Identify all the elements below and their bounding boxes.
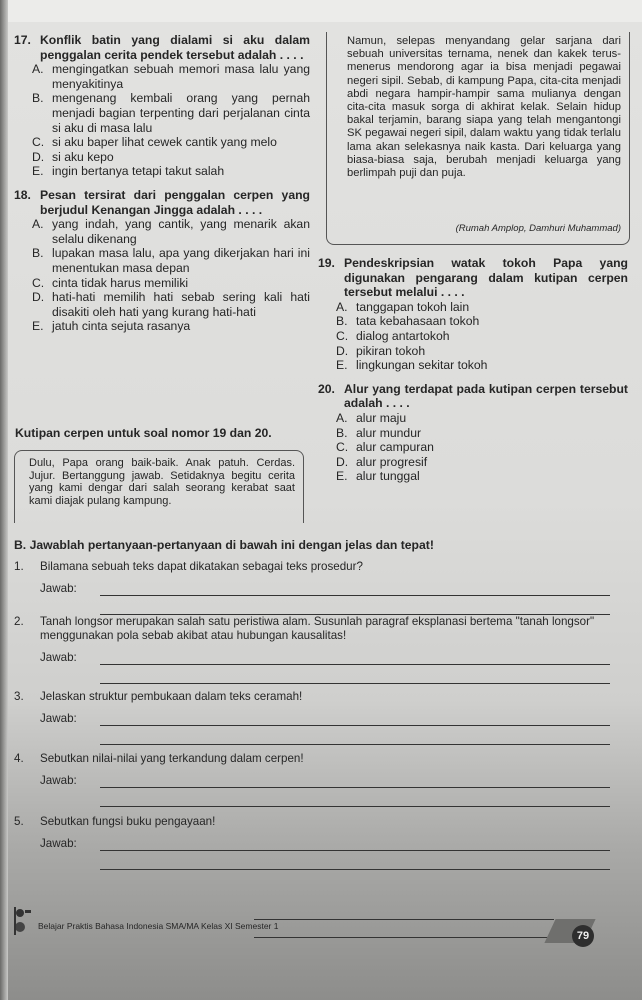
book-spine-shadow	[0, 0, 8, 1000]
answer-option[interactable]	[14, 246, 310, 275]
answer-line-1[interactable]	[100, 838, 610, 851]
section-b-heading: B. Jawablah pertanyaan-pertanyaan di bawah ini dengan jelas dan tepat!	[14, 538, 434, 552]
question-number: 20.	[318, 381, 335, 396]
question-text: Bilamana sebuah teks dapat dikatakan sebagai teks prosedur?	[40, 560, 363, 573]
option-text: alur mundur	[356, 425, 422, 440]
answer-line-2[interactable]	[100, 726, 610, 745]
option-text: mengenang kembali orang yang pernah menjadi bagian terpenting dari perjalanan cinta si aku di masa lalu	[52, 91, 310, 135]
page-footer	[14, 915, 614, 945]
answer-line-2[interactable]	[100, 596, 610, 615]
answer-field	[40, 774, 610, 788]
option-text: alur campuran	[356, 440, 434, 455]
question-row	[14, 615, 610, 643]
question	[14, 188, 310, 334]
answer-option[interactable]	[318, 344, 628, 359]
option-text: dialog antartokoh	[356, 328, 450, 343]
question-text: Konflik batin yang dialami si aku dalam penggalan cerita pendek tersebut adalah . . . .	[40, 33, 310, 62]
option-letter: A.	[336, 410, 348, 425]
question-number: 5.	[14, 815, 24, 828]
answer-option[interactable]	[318, 358, 628, 373]
answer-option[interactable]	[318, 411, 628, 426]
question	[14, 33, 310, 179]
option-letter: E.	[32, 319, 44, 334]
option-letter: C.	[336, 328, 349, 343]
excerpt-text: Namun, selepas menyandang gelar sarjana dari sebuah universitas ternama, nenek dan kakek terus-menerus mendorong agar ia bisa menjadi pegawai negeri sipil. Sebab, di kampung Papa, cita-cita menjadi abdi negara hampir-hampir sama mulianya dengan cita-cita masuk sorga di akhirat kelak. Selain hidup bakal terjamin, barang siapa yang telah mengantongi SK pegawai negeri sipil, dalam waktu yang tidak terlalu lama akan selekasnya naik kasta. Dari keluarga yang biasa-biasa saja, berubah menjadi keluarga yang berlimpah puji dan puja.	[347, 35, 621, 180]
question-stem	[318, 256, 628, 300]
option-text: alur maju	[356, 410, 407, 425]
answer-option[interactable]	[14, 217, 310, 246]
answer-option[interactable]	[14, 290, 310, 319]
option-letter: E.	[32, 164, 44, 179]
option-text: tanggapan tokoh lain	[356, 299, 470, 314]
question-row	[14, 690, 610, 704]
option-letter: C.	[32, 275, 45, 290]
excerpt-text: Dulu, Papa orang baik-baik. Anak patuh. Cerdas. Jujur. Bertanggung jawab. Setidaknya begitu cerita yang kami dengar dari salah seorang kerabat saat kami diajak pulang kampung.	[29, 457, 295, 507]
answer-label: Jawab:	[40, 837, 77, 850]
answer-line-1[interactable]	[100, 713, 610, 726]
excerpt-box-right	[326, 32, 630, 245]
question-number: 1.	[14, 560, 24, 573]
option-letter: D.	[32, 149, 45, 164]
answer-field	[40, 582, 610, 596]
answer-field	[40, 837, 610, 851]
essay-question	[14, 815, 610, 870]
question	[318, 382, 628, 484]
option-letter: C.	[32, 135, 45, 150]
essay-question	[14, 560, 610, 615]
option-text: si aku baper lihat cewek cantik yang melo	[52, 135, 277, 150]
answer-option[interactable]	[14, 150, 310, 165]
option-text: yang indah, yang cantik, yang menarik akan selalu dikenang	[52, 217, 310, 246]
option-letter: A.	[336, 299, 348, 314]
option-text: pikiran tokoh	[356, 343, 426, 358]
question-stem	[318, 382, 628, 411]
question-number: 17.	[14, 33, 31, 47]
answer-option[interactable]	[318, 314, 628, 329]
answer-option[interactable]	[318, 455, 628, 470]
answer-option[interactable]	[14, 62, 310, 91]
essay-question	[14, 690, 610, 745]
question	[318, 256, 628, 373]
question-row	[14, 560, 610, 574]
answer-field	[40, 712, 610, 726]
question-stem	[14, 33, 310, 62]
option-text: tata kebahasaan tokoh	[356, 314, 480, 329]
option-letter: D.	[336, 454, 349, 469]
option-letter: E.	[336, 469, 348, 484]
excerpt-heading: Kutipan cerpen untuk soal nomor 19 dan 20.	[15, 426, 272, 440]
question-text: Jelaskan struktur pembukaan dalam teks ceramah!	[40, 690, 303, 703]
page-top	[0, 0, 642, 22]
option-letter: A.	[32, 62, 44, 77]
answer-label: Jawab:	[40, 582, 77, 595]
option-letter: C.	[336, 440, 349, 455]
question-row	[14, 752, 610, 766]
option-text: lupakan masa lalu, apa yang dikerjakan hari ini menentukan masa depan	[52, 246, 310, 275]
answer-option[interactable]	[318, 300, 628, 315]
divider	[254, 919, 554, 920]
answer-label: Jawab:	[40, 774, 77, 787]
option-letter: A.	[32, 217, 44, 232]
answer-option[interactable]	[318, 440, 628, 455]
option-text: lingkungan sekitar tokoh	[356, 358, 488, 373]
answer-label: Jawab:	[40, 651, 77, 664]
question-text: Sebutkan nilai-nilai yang terkandung dalam cerpen!	[40, 752, 304, 765]
answer-line-1[interactable]	[100, 583, 610, 596]
answer-line-1[interactable]	[100, 775, 610, 788]
option-text: hati-hati memilih hati sebab sering kali hati disakiti oleh hati yang kurang hati-hati	[52, 290, 310, 319]
answer-option[interactable]	[14, 135, 310, 150]
essay-question	[14, 615, 610, 684]
option-text: jatuh cinta sejuta rasanya	[52, 319, 191, 334]
option-letter: D.	[336, 343, 349, 358]
answer-field	[40, 651, 610, 665]
excerpt-box-left	[14, 450, 304, 523]
answer-option[interactable]	[14, 319, 310, 334]
answer-option[interactable]	[318, 426, 628, 441]
option-letter: B.	[32, 246, 44, 261]
question-number: 19.	[318, 256, 335, 270]
question-number: 4.	[14, 752, 24, 765]
question-text: Pesan tersirat dari penggalan cerpen yang berjudul Kenangan Jingga adalah . . . .	[40, 187, 310, 217]
left-column	[14, 33, 310, 343]
option-text: mengingatkan sebuah memori masa lalu yang menyakitinya	[52, 62, 310, 91]
option-letter: B.	[336, 314, 348, 329]
publisher-logo-icon	[14, 907, 32, 935]
answer-line-2[interactable]	[100, 851, 610, 870]
question-stem	[14, 188, 310, 217]
question-row	[14, 815, 610, 829]
option-text: alur progresif	[356, 454, 428, 469]
answer-option[interactable]	[318, 329, 628, 344]
option-text: si aku kepo	[52, 149, 114, 164]
option-text: alur tunggal	[356, 469, 420, 484]
option-text: ingin bertanya tetapi takut salah	[52, 164, 225, 179]
question-text: Sebutkan fungsi buku pengayaan!	[40, 815, 216, 828]
answer-option[interactable]	[14, 91, 310, 135]
answer-option[interactable]	[14, 276, 310, 291]
excerpt-citation: (Rumah Amplop, Damhuri Muhammad)	[455, 223, 621, 234]
right-column	[318, 256, 628, 493]
answer-label: Jawab:	[40, 712, 77, 725]
book-title: Belajar Praktis Bahasa Indonesia SMA/MA Kelas XI Semester 1	[38, 921, 279, 931]
question-number: 2.	[14, 615, 24, 628]
option-letter: B.	[32, 91, 44, 106]
option-letter: D.	[32, 290, 45, 305]
question-text: Alur yang terdapat pada kutipan cerpen tersebut adalah . . . .	[344, 381, 628, 411]
question-text: Pendeskripsian watak tokoh Papa yang digunakan pengarang dalam kutipan cerpen tersebut melalui . . . .	[344, 256, 628, 300]
answer-line-1[interactable]	[100, 652, 610, 665]
option-letter: E.	[336, 358, 348, 373]
page-number: 79	[572, 925, 594, 947]
answer-line-2[interactable]	[100, 665, 610, 684]
question-number: 18.	[14, 187, 31, 202]
answer-line-2[interactable]	[100, 788, 610, 807]
question-text: Tanah longsor merupakan salah satu peristiwa alam. Susunlah paragraf eksplanasi bertema "tanah longsor" menggunakan pola sebab akibat atau hubungan kausalitas!	[40, 615, 595, 642]
answer-option[interactable]	[318, 469, 628, 484]
essay-question	[14, 752, 610, 807]
question-number: 3.	[14, 690, 24, 703]
option-text: cinta tidak harus memiliki	[52, 275, 189, 290]
answer-option[interactable]	[14, 164, 310, 179]
option-letter: B.	[336, 425, 348, 440]
divider	[254, 937, 564, 938]
